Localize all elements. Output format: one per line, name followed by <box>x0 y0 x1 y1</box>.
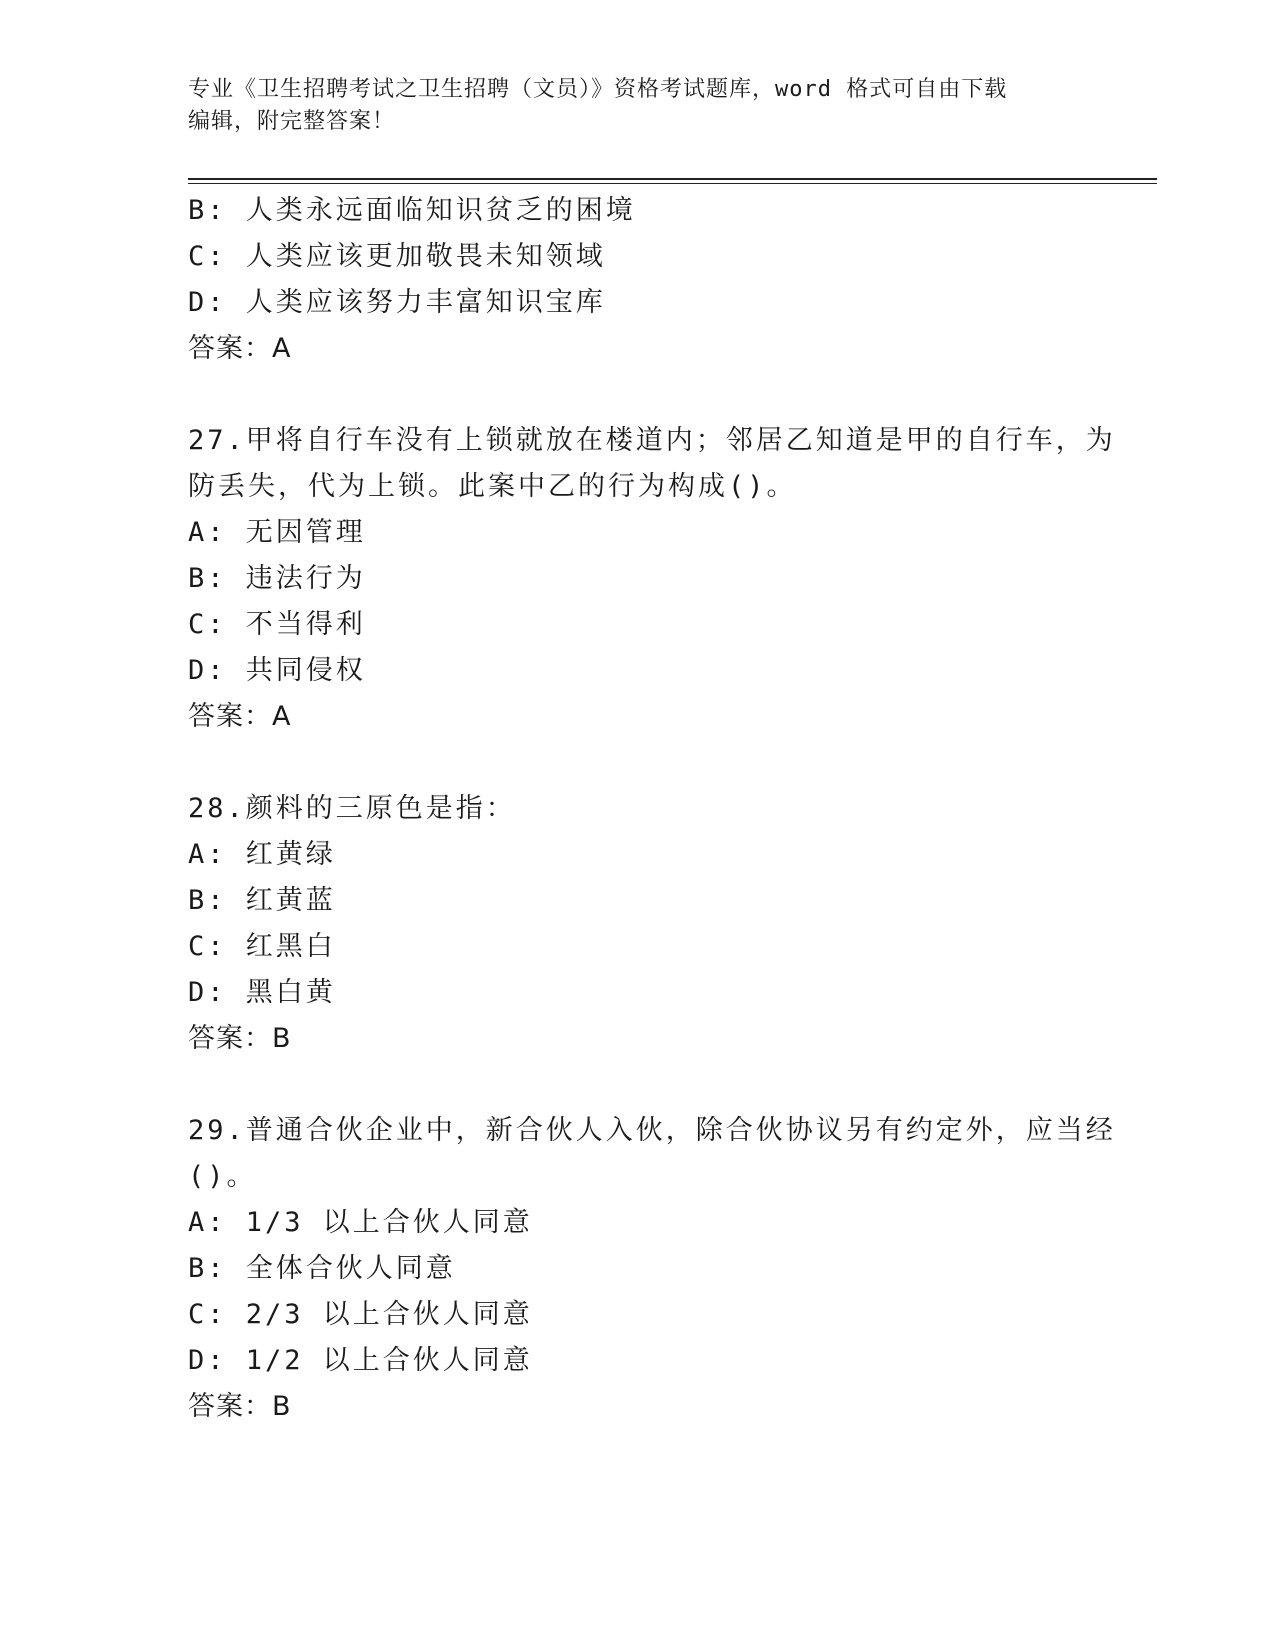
option-a: A: 红黄绿 <box>188 839 336 870</box>
answer-line: 答案：A <box>188 701 292 732</box>
question-stem: 28.颜料的三原色是指： <box>188 793 516 824</box>
option-c: C: 人类应该更加敬畏未知领域 <box>188 241 606 272</box>
option-c: C: 红黑白 <box>188 931 336 962</box>
answer-line: 答案：A <box>188 333 292 364</box>
question-28 <box>188 786 1088 1062</box>
option-c: C: 2/3 以上合伙人同意 <box>188 1299 533 1330</box>
question-stem: 29.普通合伙企业中，新合伙人入伙，除合伙协议另有约定外，应当经 <box>188 1115 1116 1146</box>
header-divider-thick <box>188 178 1157 180</box>
option-d: D: 共同侵权 <box>188 655 366 686</box>
spacer <box>188 372 1088 418</box>
question-stem-continued: ()。 <box>188 1161 257 1192</box>
option-b: B: 人类永远面临知识贫乏的困境 <box>188 195 636 226</box>
option-b: B: 全体合伙人同意 <box>188 1253 456 1284</box>
answer-line: 答案：B <box>188 1023 292 1054</box>
spacer <box>188 740 1088 786</box>
header-line-2: 编辑，附完整答案！ <box>188 109 396 134</box>
question-29 <box>188 1108 1116 1430</box>
option-d: D: 黑白黄 <box>188 977 336 1008</box>
option-d: D: 1/2 以上合伙人同意 <box>188 1345 533 1376</box>
header-divider-thin <box>188 183 1157 184</box>
option-a: A: 1/3 以上合伙人同意 <box>188 1207 533 1238</box>
option-b: B: 违法行为 <box>188 563 366 594</box>
spacer <box>188 1062 1088 1108</box>
option-a: A: 无因管理 <box>188 517 366 548</box>
header-line-1: 专业《卫生招聘考试之卫生招聘（文员）》资格考试题库，word 格式可自由下载 <box>188 77 1008 102</box>
option-d: D: 人类应该努力丰富知识宝库 <box>188 287 606 318</box>
question-list <box>188 188 1116 1430</box>
answer-line: 答案：B <box>188 1391 292 1422</box>
question-stem: 27.甲将自行车没有上锁就放在楼道内；邻居乙知道是甲的自行车，为 <box>188 425 1116 456</box>
question-stem-continued: 防丢失，代为上锁。此案中乙的行为构成()。 <box>188 471 797 502</box>
question-27 <box>188 418 1116 740</box>
option-b: B: 红黄蓝 <box>188 885 336 916</box>
question-26 <box>188 188 1088 372</box>
document-header <box>188 74 1088 138</box>
option-c: C: 不当得利 <box>188 609 366 640</box>
